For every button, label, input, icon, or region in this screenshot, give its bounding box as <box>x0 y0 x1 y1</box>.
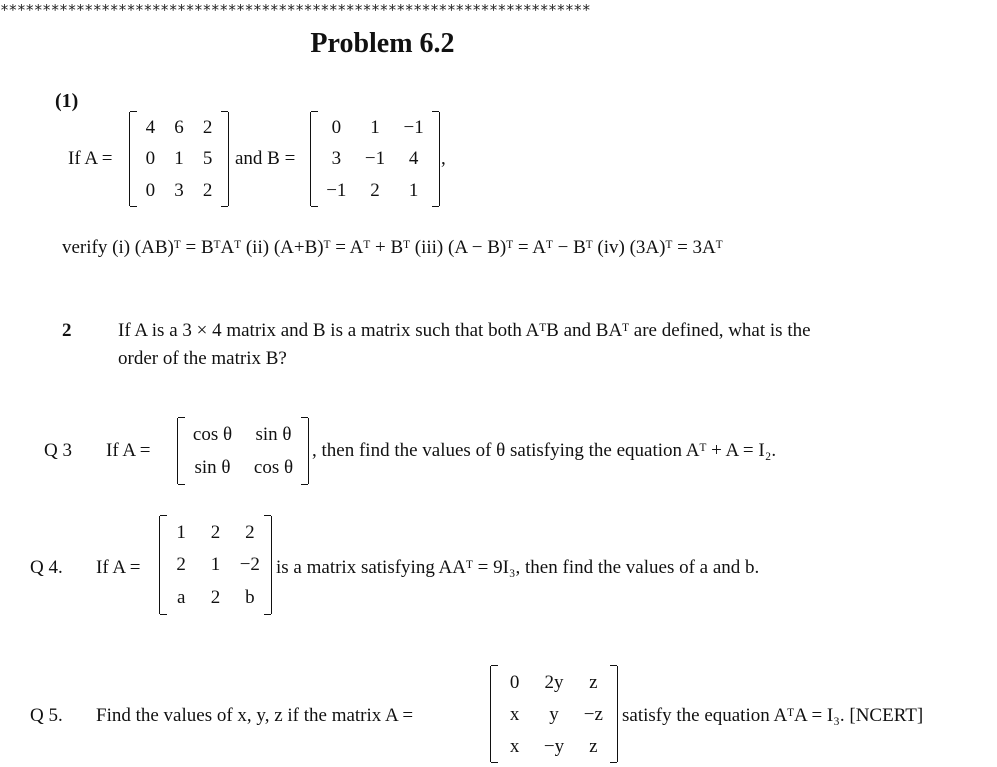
matrix-q5-cell: 0 <box>509 671 520 693</box>
matrix-q4-cell: 2 <box>210 587 221 609</box>
matrix-b <box>310 112 440 206</box>
matrix-q4-cell: 1 <box>176 521 186 543</box>
q1-and-b: and B = <box>235 148 296 169</box>
q1-if-a: If A = <box>68 148 113 169</box>
q3-if-a: If A = <box>106 440 151 461</box>
q4-if-a: If A = <box>96 557 141 578</box>
matrix-q3-cell: sin θ <box>255 424 292 445</box>
matrix-b-cell: −1 <box>403 117 424 139</box>
matrix-q3 <box>177 418 309 484</box>
q1-number: (1) <box>55 90 79 112</box>
matrix-a-cell: 4 <box>145 117 156 139</box>
matrix-b-cell: 1 <box>408 179 419 201</box>
matrix-q5-cell: x <box>509 735 520 757</box>
matrix-q3-cell: cos θ <box>192 424 233 445</box>
matrix-q5 <box>490 666 618 762</box>
q1-comma: , <box>441 148 446 169</box>
q2-number: 2 <box>62 320 72 341</box>
q3-text: , then find the values of θ satisfying the equation Aᵀ + A = I₂. <box>312 440 777 461</box>
q4-number: Q 4. <box>30 557 63 578</box>
matrix-q5-cell: −z <box>583 703 603 725</box>
matrix-q5-cell: 2y <box>544 671 564 693</box>
matrix-q4-cell: −2 <box>239 554 260 576</box>
q4-text: is a matrix satisfying AAᵀ = 9I₃, then find the values of a and b. <box>276 557 760 578</box>
page-title: Problem 6.2 <box>310 28 455 59</box>
matrix-a <box>129 112 229 206</box>
q5-text: Find the values of x, y, z if the matrix A = <box>96 705 414 726</box>
star-divider: ********************************************************************** <box>0 1 591 19</box>
matrix-q4 <box>159 516 272 614</box>
matrix-q4-cell: 2 <box>176 554 186 576</box>
q2-line2: order of the matrix B? <box>118 348 287 369</box>
matrix-q5-cell: z <box>589 735 598 757</box>
matrix-q4-cell: 2 <box>245 521 255 543</box>
matrix-b-cell: −1 <box>364 148 386 170</box>
matrix-a-cell: 0 <box>145 179 156 201</box>
matrix-q3-cell: cos θ <box>253 457 294 478</box>
matrix-q4-cell: 1 <box>210 554 221 576</box>
matrix-q5-cell: x <box>509 703 520 725</box>
matrix-b-cell: 3 <box>331 148 342 170</box>
matrix-q5-cell: z <box>589 671 598 693</box>
matrix-a-cell: 2 <box>202 179 213 201</box>
q2-line1: If A is a 3 × 4 matrix and B is a matrix such that both AᵀB and BAᵀ are defined, what is the <box>118 320 811 341</box>
matrix-b-cell: 2 <box>370 179 380 201</box>
matrix-q4-cell: a <box>176 587 186 609</box>
q5-text2: satisfy the equation AᵀA = I₃. [NCERT] <box>622 705 924 726</box>
matrix-a-cell: 2 <box>202 117 213 139</box>
matrix-b-cell: 4 <box>408 148 419 170</box>
q5-number: Q 5. <box>30 705 63 726</box>
matrix-q5-cell: y <box>549 703 559 725</box>
matrix-a-cell: 5 <box>202 148 213 170</box>
matrix-b-cell: 1 <box>370 117 380 139</box>
matrix-q4-cell: b <box>245 587 255 609</box>
matrix-q5-cell: −y <box>543 735 565 757</box>
matrix-b-cell: −1 <box>326 179 347 201</box>
matrix-a-cell: 6 <box>174 117 184 139</box>
matrix-a-cell: 0 <box>145 148 156 170</box>
matrix-q3-cell: sin θ <box>194 457 231 478</box>
matrix-a-cell: 1 <box>174 148 184 170</box>
matrix-a-cell: 3 <box>174 179 184 201</box>
q3-number: Q 3 <box>44 440 72 461</box>
matrix-q4-cell: 2 <box>210 521 221 543</box>
q1-verify: verify (i) (AB)ᵀ = BᵀAᵀ (ii) (A+B)ᵀ = Aᵀ + Bᵀ (iii) (A − B)ᵀ = Aᵀ − Bᵀ (iv) (3A)ᵀ = 3Aᵀ <box>62 237 723 258</box>
matrix-b-cell: 0 <box>331 117 342 139</box>
